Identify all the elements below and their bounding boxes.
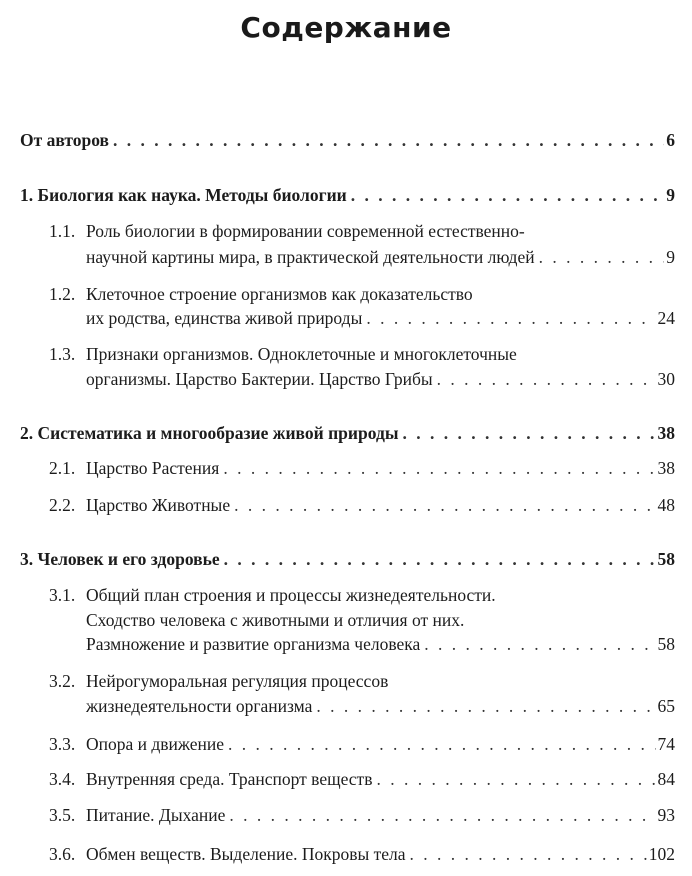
toc-entry-label: организмы. Царство Бактерии. Царство Грибы: [86, 369, 433, 389]
toc-entry-label: 2. Систематика и многообразие живой природы: [20, 423, 399, 443]
toc-section-number: 3.6.: [49, 844, 76, 864]
toc-section-3-3[interactable]: [86, 732, 675, 756]
toc-section-number: 3.1.: [49, 585, 76, 605]
dot-leader: [410, 842, 647, 866]
toc-entry-label: От авторов: [20, 130, 109, 150]
dot-leader: [366, 306, 655, 330]
dot-leader: [223, 456, 655, 480]
toc-page-number: 84: [657, 769, 675, 789]
toc-entry-label: их родства, единства живой природы: [86, 308, 363, 328]
toc-page-number: 6: [666, 130, 675, 150]
toc-entry-authors[interactable]: [20, 128, 675, 152]
toc-page-number: 102: [648, 844, 675, 864]
toc-entry-label: научной картины мира, в практической деятельности людей: [86, 247, 535, 267]
toc-page-number: 24: [657, 308, 675, 328]
toc-entry-label: 1. Биология как наука. Методы биологии: [20, 185, 347, 205]
dot-leader: [316, 694, 655, 718]
dot-leader: [376, 767, 655, 791]
toc-entry-label: Царство Растения: [86, 458, 220, 478]
toc-section-number: 1.3.: [49, 344, 76, 364]
dot-leader: [113, 128, 664, 152]
toc-page-number: 58: [657, 549, 675, 569]
toc-section-number: 3.5.: [49, 805, 76, 825]
toc-chapter-3[interactable]: [20, 547, 675, 571]
toc-entry-label: Размножение и развитие организма человека: [86, 634, 421, 654]
toc-page-number: 38: [657, 423, 675, 443]
dot-leader: [539, 245, 665, 269]
toc-chapter-1[interactable]: [20, 183, 675, 207]
toc-page-number: 38: [657, 458, 675, 478]
toc-entry-label: Внутренняя среда. Транспорт веществ: [86, 769, 373, 789]
toc-section-number: 3.2.: [49, 671, 76, 691]
toc-entry-label: Питание. Дыхание: [86, 805, 226, 825]
toc-section-1-3[interactable]: [86, 367, 675, 391]
dot-leader: [228, 732, 655, 756]
dot-leader: [437, 367, 656, 391]
toc-section-number: 3.4.: [49, 769, 76, 789]
toc-section-number: 2.1.: [49, 458, 76, 478]
toc-section-1-2[interactable]: [86, 306, 675, 330]
toc-section-1-1[interactable]: [86, 245, 675, 269]
toc-section-number: 2.2.: [49, 495, 76, 515]
toc-section-1-2-line-1[interactable]: Клеточное строение организмов как доказательство: [86, 284, 473, 304]
toc-section-3-4[interactable]: [86, 767, 675, 791]
toc-section-number: 1.1.: [49, 221, 76, 241]
toc-section-number: 3.3.: [49, 734, 76, 754]
toc-entry-label: 3. Человек и его здоровье: [20, 549, 220, 569]
toc-page-number: 48: [657, 495, 675, 515]
page-title: Содержание: [240, 11, 452, 44]
toc-entry-label: жизнедеятельности организма: [86, 696, 313, 716]
toc-page-number: 58: [657, 634, 675, 654]
dot-leader: [224, 547, 656, 571]
toc-section-3-1[interactable]: [86, 632, 675, 656]
toc-page-number: 9: [666, 185, 675, 205]
toc-section-2-2[interactable]: [86, 493, 675, 517]
dot-leader: [234, 493, 655, 517]
toc-section-3-2[interactable]: [86, 694, 675, 718]
toc-section-3-1-line-1[interactable]: Общий план строения и процессы жизнедеятельности.: [86, 585, 496, 605]
toc-section-1-3-line-1[interactable]: Признаки организмов. Одноклеточные и многоклеточные: [86, 344, 517, 364]
toc-page-number: 93: [657, 805, 675, 825]
toc-chapter-2[interactable]: [20, 421, 675, 445]
toc-section-3-2-line-1[interactable]: Нейрогуморальная регуляция процессов: [86, 671, 389, 691]
toc-section-number: 1.2.: [49, 284, 76, 304]
toc-page-number: 74: [657, 734, 675, 754]
dot-leader: [424, 632, 655, 656]
dot-leader: [403, 421, 656, 445]
toc-entry-label: Царство Животные: [86, 495, 231, 515]
toc-page-number: 9: [666, 247, 675, 267]
dot-leader: [229, 803, 655, 827]
toc-page-number: 30: [657, 369, 675, 389]
toc-section-3-1-line-2[interactable]: Сходство человека с животными и отличия от них.: [86, 610, 465, 630]
toc-section-1-1-line-1[interactable]: Роль биологии в формировании современной естественно-: [86, 221, 525, 241]
dot-leader: [351, 183, 665, 207]
toc-entry-label: Опора и движение: [86, 734, 225, 754]
toc-entry-label: Обмен веществ. Выделение. Покровы тела: [86, 844, 406, 864]
toc-section-2-1[interactable]: [86, 456, 675, 480]
toc-section-3-5[interactable]: [86, 803, 675, 827]
toc-page-number: 65: [657, 696, 675, 716]
toc-section-3-6[interactable]: [86, 842, 675, 866]
